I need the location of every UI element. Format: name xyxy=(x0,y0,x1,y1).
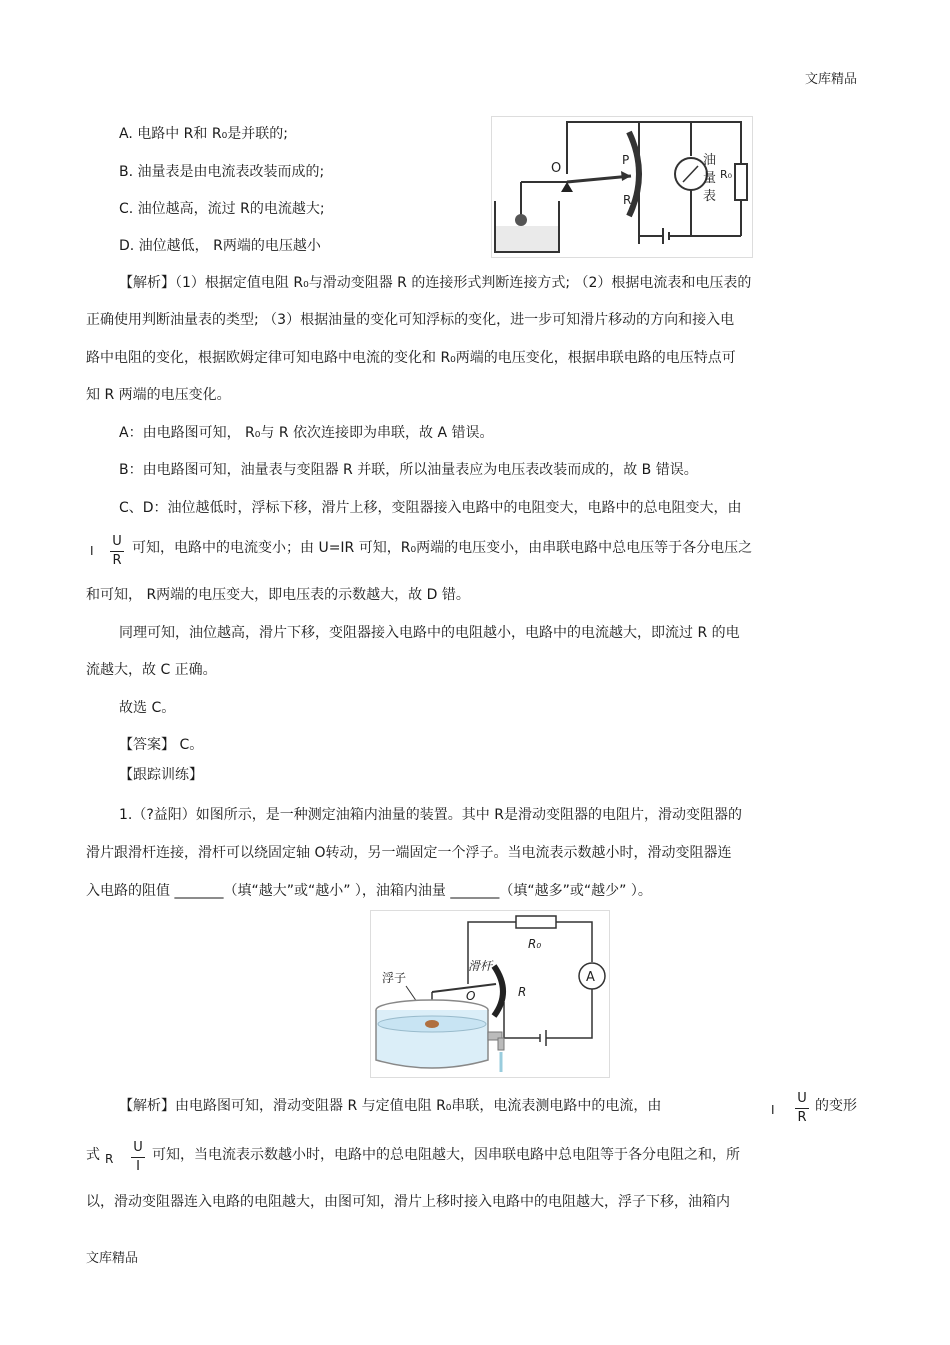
oil-tank-ammeter-diagram xyxy=(370,910,610,1078)
svg-text:量: 量 xyxy=(703,171,717,186)
analysis-line-2: 正确使用判断油量表的类型; （3）根据油量的变化可知浮标的变化，进一步可知滑片移动的方向和接入电 xyxy=(86,312,735,328)
answer-line: 【答案】 C。 xyxy=(119,737,204,753)
analysis3-frac1-denominator: R xyxy=(797,1110,807,1125)
analysis3-line-2-text: 可知，当电流表示数越小时，电路中的总电阻越大，因串联电路中总电阻等于各分电阻之和，所 xyxy=(152,1147,740,1163)
analysis3-frac1-numerator: U xyxy=(797,1091,807,1106)
figure2-r-label: R xyxy=(518,985,527,999)
page-header: 文库精品 xyxy=(805,72,858,87)
formula-fraction-u-over-r xyxy=(110,534,124,569)
figure2-rod-label: 滑杆 xyxy=(468,959,493,973)
figure2-float-label: 浮子 xyxy=(382,971,407,985)
figure1-slider-label: P xyxy=(622,153,630,167)
option-a: A. 电路中 R和 R₀是并联的; xyxy=(119,126,288,142)
analysis3-line-3: 以，滑动变阻器连入电路的电阻越大，由图可知，滑片上移时接入电路中的电阻越大，浮子下移，油箱内 xyxy=(86,1194,730,1210)
option-c: C. 油位越高，流过 R的电流越大; xyxy=(119,201,325,217)
analysis3-i-symbol: I xyxy=(771,1103,775,1117)
svg-text:油: 油 xyxy=(703,153,717,168)
page-footer: 文库精品 xyxy=(86,1251,139,1266)
analysis3-line-2-prefix: 式 xyxy=(86,1147,100,1163)
analysis2-line-1: 和可知， R两端的电压变大，即电压表的示数越大，故 D 错。 xyxy=(86,587,470,603)
formula-numerator: U xyxy=(112,534,122,549)
option-b: B. 油量表是由电流表改装而成的; xyxy=(119,164,325,180)
analysis3-fraction-u-over-r xyxy=(795,1091,809,1126)
analysis3-frac2-numerator: U xyxy=(133,1140,143,1155)
analysis-option-a: A：由电路图可知， R₀与 R 依次连接即为串联，故 A 错误。 xyxy=(119,425,494,441)
analysis-option-b: B：由电路图可知，油量表与变阻器 R 并联，所以油量表应为电压表改装而成的，故 B 错误。 xyxy=(119,462,698,478)
option-d: D. 油位越低， R两端的电压越小 xyxy=(119,238,321,254)
analysis-line-4: 知 R 两端的电压变化。 xyxy=(86,387,231,403)
follow-up-heading: 【跟踪训练】 xyxy=(119,767,203,783)
analysis3-line-1: 【解析】由电路图可知，滑动变阻器 R 与定值电阻 R₀串联，电流表测电路中的电流，由 xyxy=(119,1098,662,1114)
question-line-1: 1.（?益阳）如图所示，是一种测定油箱内油量的装置。其中 R是滑动变阻器的电阻片，滑动变阻器的 xyxy=(119,807,742,823)
analysis2-line-2: 同理可知，油位越高，滑片下移，变阻器接入电路中的电阻越小，电路中的电流越大，即流过 R 的电 xyxy=(119,625,740,641)
analysis-line-1: 【解析】（1）根据定值电阻 R₀与滑动变阻器 R 的连接形式判断连接方式; （2）根据电流表和电压表的 xyxy=(119,275,752,291)
figure2-r0-label: R₀ xyxy=(528,937,542,951)
figure1-pivot-label: O xyxy=(551,161,562,176)
analysis3-line-1-tail: 的变形 xyxy=(815,1098,857,1114)
analysis2-line-3: 流越大，故 C 正确。 xyxy=(86,662,217,678)
analysis-line-3: 路中电阻的变化，根据欧姆定律可知电路中电流的变化和 R₀两端的电压变化，根据串联电路的电压特点可 xyxy=(86,350,736,366)
formula-denominator: R xyxy=(112,553,122,568)
question-line-2: 滑片跟滑杆连接，滑杆可以绕固定轴 O转动，另一端固定一个浮子。当电流表示数越小时，滑动变阻器连 xyxy=(86,845,732,861)
analysis3-frac2-denominator: I xyxy=(136,1159,140,1174)
analysis3-fraction-u-over-i xyxy=(131,1140,145,1175)
oil-gauge-circuit-diagram xyxy=(491,116,753,258)
question-line-3: 入电路的阻值 _______（填“越大”或“越小” ），油箱内油量 _______（填“越多”或“越少” ）。 xyxy=(86,883,652,899)
analysis3-r-symbol: R xyxy=(105,1152,114,1166)
figure1-resistor-label: R xyxy=(623,193,632,207)
answer-choice-line: 故选 C。 xyxy=(119,700,176,716)
formula-i-symbol: I xyxy=(90,544,94,558)
figure1-r0-label: R₀ xyxy=(720,168,733,181)
figure2-pivot-label: O xyxy=(466,989,476,1003)
svg-text:表: 表 xyxy=(703,189,717,204)
figure2-ammeter-label: A xyxy=(586,970,595,985)
analysis-option-cd: C、D：油位越低时，浮标下移，滑片上移，变阻器接入电路中的电阻变大，电路中的总电阻变大，由 xyxy=(119,500,742,516)
formula-line-text: 可知，电路中的电流变小；由 U=IR 可知，R₀两端的电压变小，由串联电路中总电压等于各分电压之 xyxy=(132,540,753,556)
